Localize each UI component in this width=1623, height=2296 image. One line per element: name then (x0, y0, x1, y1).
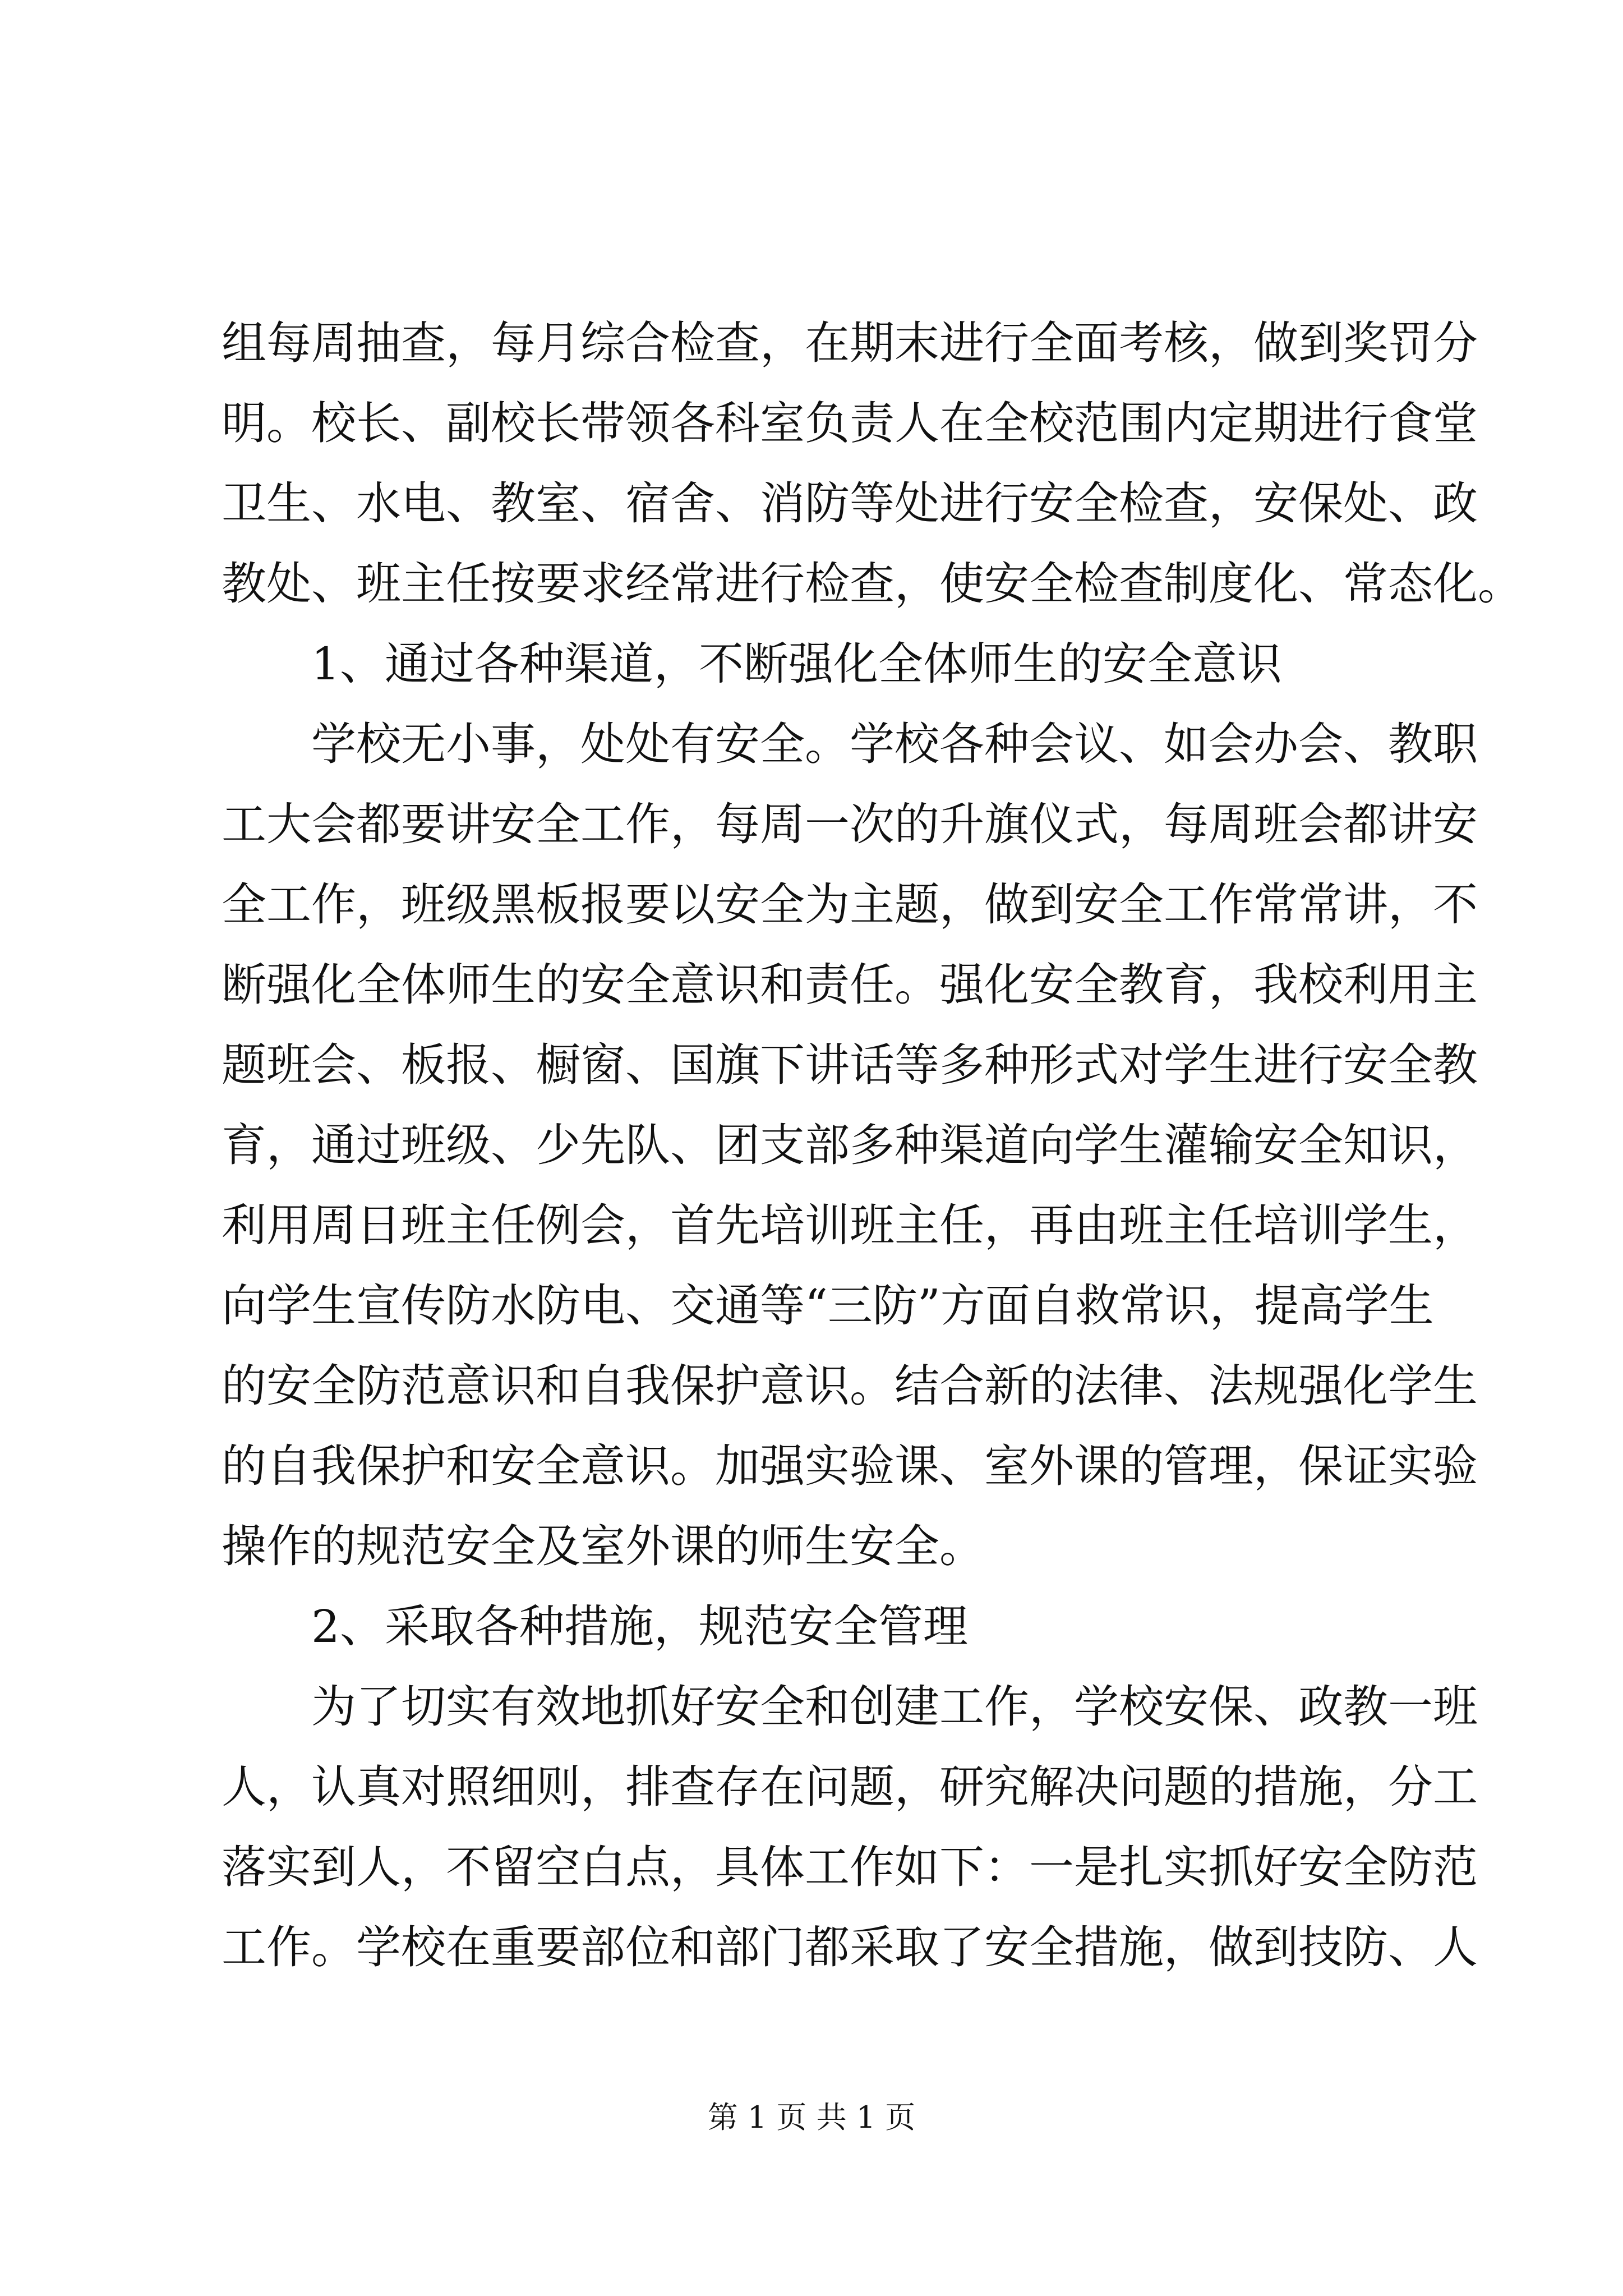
text-line: 明。校长、副校长带领各科室负责人在全校范围内定期进行食堂 (222, 397, 1478, 449)
text-line: 向学生宣传防水防电、交通等“三防”方面自救常识，提高学生 (222, 1280, 1434, 1332)
page-footer: 第 1 页 共 1 页 (707, 2100, 916, 2135)
text-line: 1、通过各种渠道，不断强化全体师生的安全意识 (311, 638, 1282, 690)
text-line: 2、采取各种措施，规范安全管理 (311, 1600, 968, 1653)
text-line: 全工作，班级黑板报要以安全为主题，做到安全工作常常讲，不 (222, 878, 1478, 931)
text-line: 人，认真对照细则，排查存在问题，研究解决问题的措施，分工 (222, 1761, 1478, 1813)
text-line: 为了切实有效地抓好安全和创建工作，学校安保、政教一班 (311, 1681, 1478, 1733)
text-line: 的自我保护和安全意识。加强实验课、室外课的管理，保证实验 (222, 1440, 1478, 1492)
document-body (222, 303, 1523, 1987)
text-line: 工作。学校在重要部位和部门都采取了安全措施，做到技防、人 (222, 1921, 1478, 1973)
text-line: 工大会都要讲安全工作，每周一次的升旗仪式，每周班会都讲安 (222, 798, 1478, 850)
text-line: 教处、班主任按要求经常进行检查，使安全检查制度化、常态化。 (222, 558, 1523, 610)
text-line: 学校无小事，处处有安全。学校各种会议、如会办会、教职 (311, 718, 1478, 770)
text-line: 卫生、水电、教室、宿舍、消防等处进行安全检查，安保处、政 (222, 477, 1478, 530)
text-line: 操作的规范安全及室外课的师生安全。 (222, 1520, 984, 1572)
text-line: 落实到人，不留空白点，具体工作如下：一是扎实抓好安全防范 (222, 1841, 1478, 1893)
text-line: 育，通过班级、少先队、团支部多种渠道向学生灌输安全知识， (222, 1119, 1478, 1171)
text-line: 断强化全体师生的安全意识和责任。强化安全教育，我校利用主 (222, 959, 1478, 1011)
text-line: 利用周日班主任例会，首先培训班主任，再由班主任培训学生， (222, 1199, 1478, 1251)
text-line: 题班会、板报、橱窗、国旗下讲话等多种形式对学生进行安全教 (222, 1039, 1478, 1091)
text-line: 组每周抽查，每月综合检查，在期末进行全面考核，做到奖罚分 (222, 317, 1478, 369)
text-line: 的安全防范意识和自我保护意识。结合新的法律、法规强化学生 (222, 1360, 1478, 1412)
